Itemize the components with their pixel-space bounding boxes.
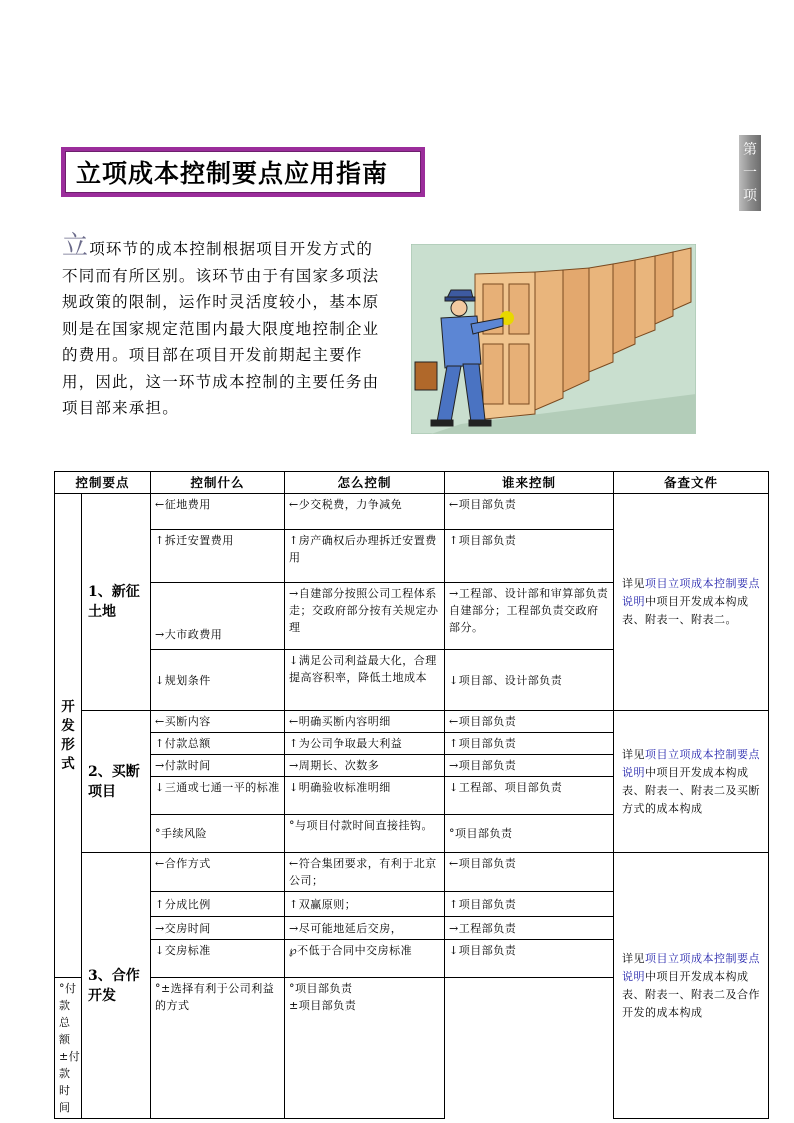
doors-illustration: [411, 244, 696, 434]
how-cell: →自建部分按照公司工程体系走；交政府部分按有关规定办理: [285, 583, 445, 650]
what-cell: →交房时间: [151, 917, 285, 940]
ref-prefix: 详见: [622, 951, 646, 965]
how-cell: ℘不低于合同中交房标准: [285, 940, 445, 978]
what-cell: ←征地费用: [151, 494, 285, 530]
who-cell: °项目部负责: [445, 815, 614, 853]
who-cell: →工程部、设计部和审算部负责自建部分；工程部负责交政府部分。: [445, 583, 614, 650]
reference-cell: [614, 711, 769, 853]
how-cell: →周期长、次数多: [285, 755, 445, 777]
who-cell: →项目部负责: [445, 755, 614, 777]
what-cell: ↓三通或七通一平的标准: [151, 777, 285, 815]
title-inner: [65, 151, 421, 193]
ref-link[interactable]: 项目立项成本控制要点说明: [622, 747, 761, 779]
side-tab-char-1: 第: [743, 142, 757, 159]
control-table: [54, 471, 769, 1119]
how-cell: °±选择有利于公司利益的方式: [151, 978, 285, 1119]
ref-prefix: 详见: [622, 577, 646, 590]
what-cell: ↑拆迁安置费用: [151, 530, 285, 583]
how-cell: ↑双赢原则；: [285, 892, 445, 917]
how-cell: ↑为公司争取最大利益: [285, 733, 445, 755]
table-row: [55, 853, 769, 892]
who-cell: ←项目部负责: [445, 711, 614, 733]
category-label: 3、合作开发: [82, 853, 151, 1119]
ref-link[interactable]: 项目立项成本控制要点说明: [622, 951, 761, 983]
page-title: 立项成本控制要点应用指南: [76, 159, 389, 188]
ref-prefix: 详见: [622, 747, 646, 761]
who-cell: ↑项目部负责: [445, 892, 614, 917]
ref-suffix: 中项目开发成本构成表、附表一、附表二。: [622, 595, 749, 626]
what-cell: °付款总额 ±付款时间: [55, 978, 82, 1119]
dev-form-label: [55, 494, 82, 978]
intro-text: 项环节的成本控制根据项目开发方式的不同而有所区别。该环节由于有国家多项法规政策的限制，运作时灵活度较小，基本原则是在国家规定范围内最大限度地控制企业的费用。项目部在项目开发前期起主要作用，因此，这一环节成本控制的主要任务由项目部来承担。: [62, 240, 380, 417]
who-cell: ←项目部负责: [445, 494, 614, 530]
header-who: 谁来控制: [445, 472, 614, 494]
who-cell: ↑项目部负责: [445, 530, 614, 583]
title-frame: [61, 147, 425, 197]
chapter-side-tab: [739, 135, 761, 211]
header-reference: 备查文件: [614, 472, 769, 494]
category-label: 2、买断项目: [82, 711, 151, 853]
table-row: [55, 711, 769, 733]
what-cell: ←买断内容: [151, 711, 285, 733]
how-cell: ←少交税费，力争减免: [285, 494, 445, 530]
reference-cell: [614, 853, 769, 1119]
how-cell: ←符合集团要求，有利于北京公司；: [285, 853, 445, 892]
who-cell: ↓项目部负责: [445, 940, 614, 978]
header-how: 怎么控制: [285, 472, 445, 494]
who-cell: °项目部负责 ±项目部负责: [285, 978, 445, 1119]
table-row: [55, 494, 769, 530]
table-header-row: [55, 472, 769, 494]
how-cell: →尽可能地延后交房，: [285, 917, 445, 940]
what-cell: ↓规划条件: [151, 650, 285, 711]
what-cell: °手续风险: [151, 815, 285, 853]
what-cell: →付款时间: [151, 755, 285, 777]
ref-suffix: 中项目开发成本构成表、附表一、附表二及合作开发的成本构成: [622, 969, 761, 1019]
ref-suffix: 中项目开发成本构成表、附表一、附表二及买断方式的成本构成: [622, 765, 761, 815]
what-cell: ↓交房标准: [151, 940, 285, 978]
intro-paragraph: [62, 231, 382, 422]
who-cell: →工程部负责: [445, 917, 614, 940]
who-cell: ↓工程部、项目部负责: [445, 777, 614, 815]
reference-cell: [614, 494, 769, 711]
what-cell: ↑付款总额: [151, 733, 285, 755]
dev-form-text: 开 发 形 式: [61, 698, 75, 772]
what-cell: ↑分成比例: [151, 892, 285, 917]
how-cell: ↑房产确权后办理拆迁安置费用: [285, 530, 445, 583]
what-cell: →大市政费用: [151, 583, 285, 650]
how-cell: ←明确买断内容明细: [285, 711, 445, 733]
ref-link[interactable]: 项目立项成本控制要点说明: [622, 577, 761, 608]
intro-dropcap: 立: [62, 231, 90, 261]
what-cell: ←合作方式: [151, 853, 285, 892]
how-cell: ↓满足公司利益最大化，合理提高容积率，降低土地成本: [285, 650, 445, 711]
how-cell: °与项目付款时间直接挂钩。: [285, 815, 445, 853]
how-cell: ↓明确验收标准明细: [285, 777, 445, 815]
side-tab-char-3: 项: [743, 187, 757, 204]
header-control-point: 控制要点: [55, 472, 151, 494]
who-cell: ←项目部负责: [445, 853, 614, 892]
who-cell: ↓项目部、设计部负责: [445, 650, 614, 711]
side-tab-char-2: 一: [743, 164, 757, 181]
who-cell: ↑项目部负责: [445, 733, 614, 755]
header-what: 控制什么: [151, 472, 285, 494]
category-label: 1、新征土地: [82, 494, 151, 711]
